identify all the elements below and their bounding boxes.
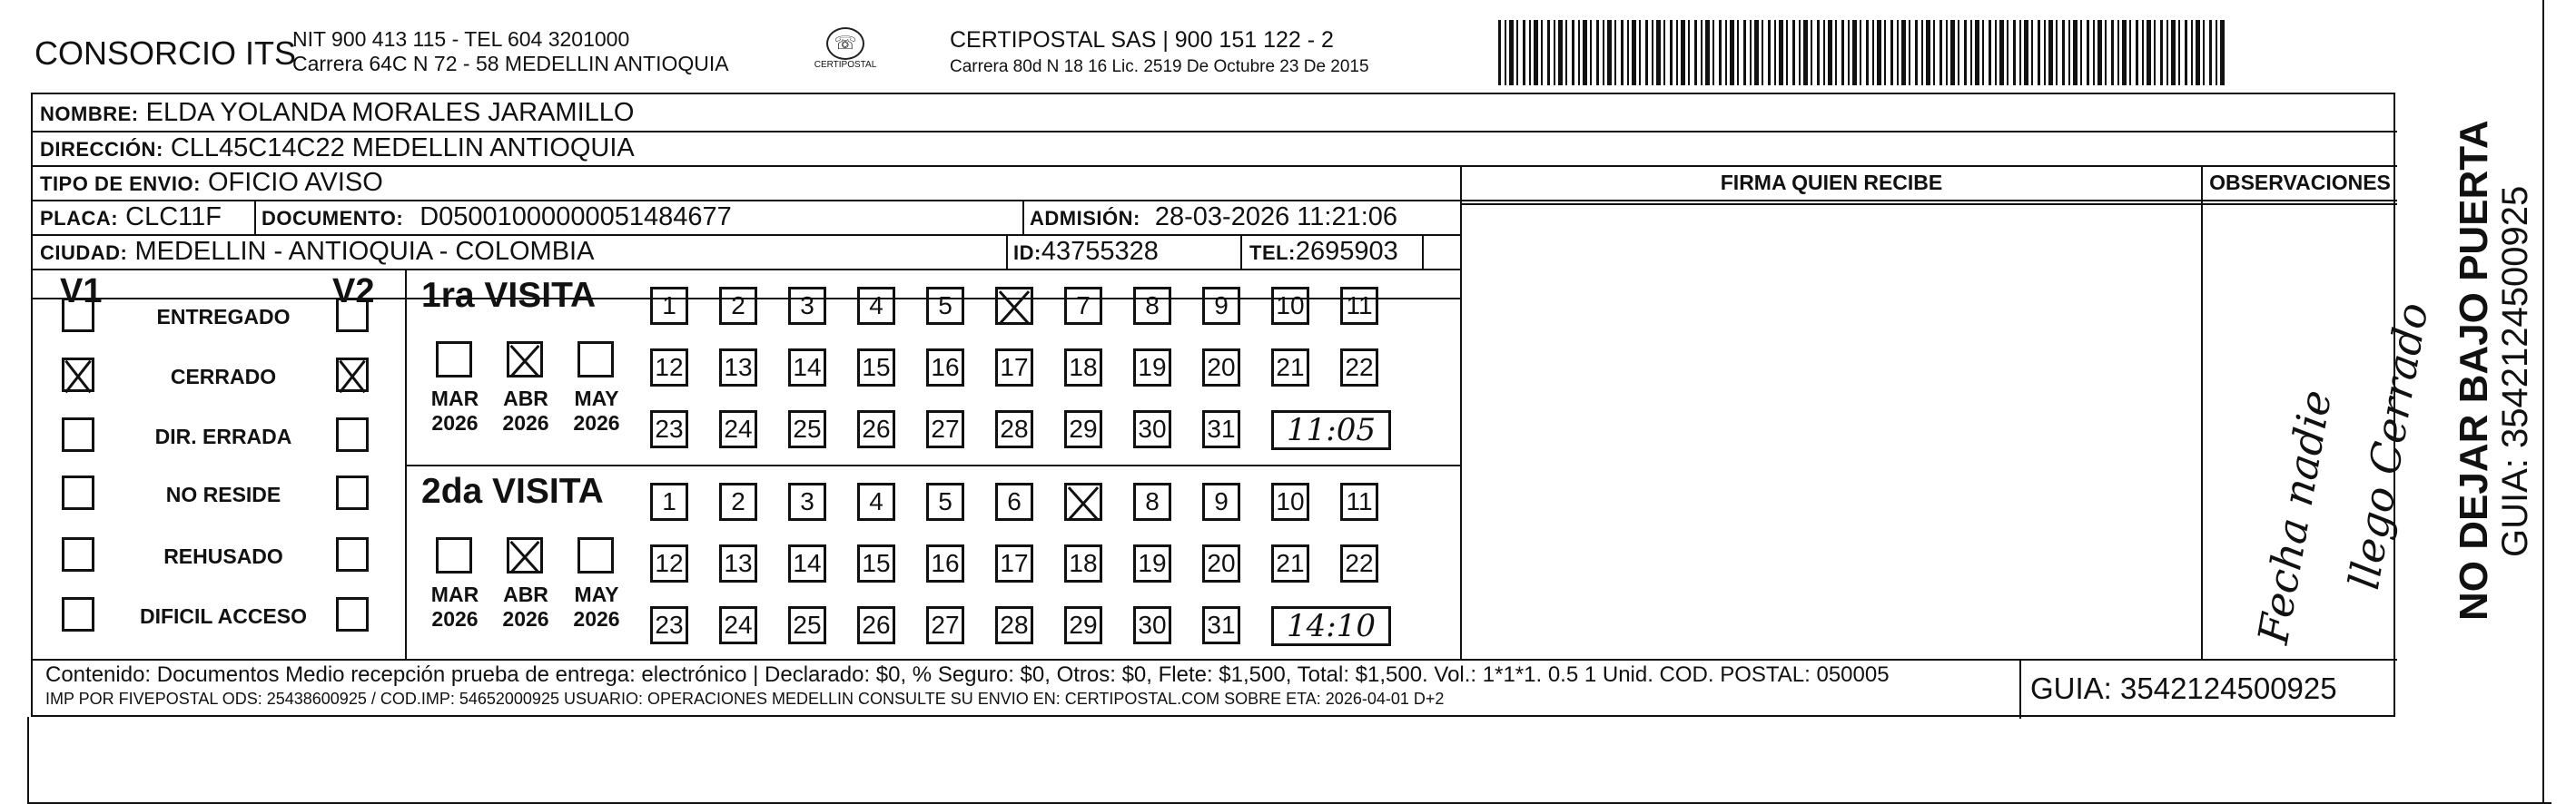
footer-content: Contenido: Documentos Medio recepción prueba de entrega: electrónico | Declarado: $0, % Seguro: $0, Otros: $0, Flete: $1,500, Total: $1,500. Vol.: 1*1*1. 0.5 1 Unid. COD. POSTAL: 050005	[45, 662, 1890, 687]
day-box[interactable]: 13	[719, 544, 757, 583]
documento-label: DOCUMENTO:	[262, 207, 404, 230]
tipo-label: TIPO DE ENVIO:	[40, 172, 201, 195]
company-name: CONSORCIO ITS	[35, 34, 297, 72]
day-box[interactable]: 31	[1202, 606, 1240, 644]
id-label: ID:	[1013, 241, 1041, 264]
documento-value: D05001000000051484677	[419, 202, 732, 231]
day-box[interactable]: 19	[1133, 544, 1171, 583]
month-year: 2026	[573, 411, 620, 435]
day-box[interactable]: 12	[650, 348, 688, 387]
day-box[interactable]: 23	[650, 606, 688, 644]
day-box[interactable]: 29	[1064, 410, 1102, 448]
day-box[interactable]: 11	[1340, 287, 1378, 325]
side-guia: GUIA: 3542124500925	[2495, 185, 2535, 557]
tipo-row	[40, 168, 383, 198]
placa-row	[40, 202, 222, 232]
observaciones-header: OBSERVACIONES	[2209, 171, 2391, 194]
v1-checkbox[interactable]	[62, 298, 94, 332]
day-box[interactable]: 28	[995, 606, 1033, 644]
status-label: ENTREGADO	[156, 305, 291, 328]
ciudad-row	[40, 237, 594, 267]
v2-checkbox[interactable]	[336, 358, 369, 392]
day-box[interactable]: 24	[719, 606, 757, 644]
day-box[interactable]: 24	[719, 410, 757, 448]
day-box[interactable]: 25	[788, 606, 826, 644]
day-box[interactable]: 7	[1064, 287, 1102, 325]
tipo-value: OFICIO AVISO	[207, 168, 383, 197]
day-box[interactable]: 1	[650, 483, 688, 521]
day-box[interactable]: 18	[1064, 544, 1102, 583]
status-label: NO RESIDE	[165, 483, 281, 506]
day-box[interactable]: 2	[719, 287, 757, 325]
day-box[interactable]: 29	[1064, 606, 1102, 644]
ciudad-value: MEDELLIN - ANTIOQUIA - COLOMBIA	[134, 237, 595, 266]
day-box[interactable]: 13	[719, 348, 757, 387]
day-box[interactable]: 31	[1202, 410, 1240, 448]
day-box[interactable]: 8	[1133, 287, 1171, 325]
page-border-right	[2542, 0, 2544, 804]
v1-label: V1	[60, 272, 103, 310]
handwriting-word: llego	[2339, 482, 2405, 593]
status-label: DIFICIL ACCESO	[139, 604, 307, 628]
day-box[interactable]: 20	[1202, 348, 1240, 387]
day-box[interactable]: 19	[1133, 348, 1171, 387]
month-checkbox[interactable]	[507, 341, 543, 377]
visit-title: 2da VISITA	[421, 472, 604, 511]
nit-line: NIT 900 413 115 - TEL 604 3201000	[292, 27, 630, 51]
month-checkbox[interactable]	[577, 537, 614, 574]
month-name: MAR	[430, 387, 479, 410]
day-box[interactable]: 14	[788, 348, 826, 387]
placa-label: PLACA:	[40, 207, 119, 230]
logo-text: CERTIPOSTAL	[814, 60, 877, 70]
day-box[interactable]: 12	[650, 544, 688, 583]
nombre-label: NOMBRE:	[40, 103, 139, 125]
day-box[interactable]: 16	[926, 348, 964, 387]
v1-checkbox[interactable]	[62, 537, 94, 572]
status-label: DIR. ERRADA	[154, 425, 292, 448]
month-label	[565, 583, 628, 632]
day-box[interactable]: 2	[719, 483, 757, 521]
side-warning: NO DEJAR BAJO PUERTA	[2452, 120, 2496, 621]
month-year: 2026	[431, 411, 479, 435]
certipostal-address: Carrera 80d N 18 16 Lic. 2519 De Octubre 23 De 2015	[950, 57, 1369, 76]
day-box[interactable]: 18	[1064, 348, 1102, 387]
month-name: ABR	[503, 387, 548, 410]
barcode	[1498, 20, 2225, 85]
month-year: 2026	[573, 607, 620, 631]
nombre-value: ELDA YOLANDA MORALES JARAMILLO	[145, 98, 635, 127]
day-box[interactable]: 26	[857, 410, 895, 448]
status-label: REHUSADO	[163, 544, 283, 568]
logo-icon: ☏	[826, 27, 864, 60]
day-box[interactable]: 8	[1133, 483, 1171, 521]
month-checkbox[interactable]	[507, 537, 543, 574]
v1-checkbox[interactable]	[62, 358, 94, 392]
tel-label: TEL:	[1249, 241, 1296, 264]
day-box[interactable]: 27	[926, 410, 964, 448]
day-box[interactable]: 25	[788, 410, 826, 448]
admision-label: ADMISIÓN:	[1030, 207, 1140, 230]
page-border-left	[27, 717, 29, 804]
day-box[interactable]: 6	[995, 483, 1033, 521]
month-label	[423, 387, 487, 436]
v1-checkbox[interactable]	[62, 417, 94, 452]
observation-handwriting-1	[2248, 387, 2341, 648]
day-box[interactable]: 9	[1202, 287, 1240, 325]
admision-value: 28-03-2026 11:21:06	[1154, 202, 1398, 231]
v2-checkbox[interactable]	[336, 597, 369, 632]
ciudad-label: CIUDAD:	[40, 241, 128, 264]
month-label	[494, 583, 558, 632]
month-label	[494, 387, 558, 436]
day-box[interactable]: 20	[1202, 544, 1240, 583]
day-box[interactable]: 22	[1340, 544, 1378, 583]
month-year: 2026	[502, 607, 549, 631]
v1-checkbox[interactable]	[62, 597, 94, 632]
day-box[interactable]: 26	[857, 606, 895, 644]
handwriting-word: nadie	[2272, 386, 2342, 510]
visit-title: 1ra VISITA	[421, 276, 597, 315]
day-box[interactable]: 17	[995, 544, 1033, 583]
day-box[interactable]: 14	[788, 544, 826, 583]
day-box[interactable]: 30	[1133, 410, 1171, 448]
day-box[interactable]	[995, 287, 1033, 325]
v2-label: V2	[332, 272, 375, 310]
documento-row	[262, 202, 732, 232]
month-year: 2026	[431, 607, 479, 631]
day-box[interactable]: 16	[926, 544, 964, 583]
status-label: CERRADO	[170, 365, 277, 388]
v2-checkbox[interactable]	[336, 537, 369, 572]
month-label	[565, 387, 628, 436]
day-box[interactable]: 3	[788, 483, 826, 521]
day-box[interactable]: 23	[650, 410, 688, 448]
month-checkbox[interactable]	[577, 341, 614, 377]
month-checkbox[interactable]	[436, 341, 472, 377]
company-nit	[292, 27, 729, 76]
month-label	[423, 583, 487, 632]
day-box[interactable]: 10	[1271, 483, 1309, 521]
company-address: Carrera 64C N 72 - 58 MEDELLIN ANTIOQUIA	[292, 52, 729, 75]
tel-value: 2695903	[1295, 237, 1398, 266]
day-box[interactable]: 4	[857, 287, 895, 325]
day-box[interactable]: 21	[1271, 544, 1309, 583]
placa-value: CLC11F	[125, 202, 222, 231]
v1-checkbox[interactable]	[62, 476, 94, 510]
day-box[interactable]: 22	[1340, 348, 1378, 387]
month-name: MAR	[430, 583, 479, 606]
v2-checkbox[interactable]	[336, 298, 369, 332]
handwriting-word: Fecha	[2248, 514, 2319, 648]
v2-checkbox[interactable]	[336, 476, 369, 510]
month-name: ABR	[503, 583, 548, 606]
visit-time[interactable]: 11:05	[1271, 410, 1391, 450]
certipostal-logo	[810, 27, 881, 78]
admision-row	[1030, 202, 1397, 232]
nombre-row	[40, 98, 634, 128]
month-name: MAY	[574, 583, 619, 606]
footer-guia: GUIA: 3542124500925	[2030, 672, 2337, 705]
month-year: 2026	[502, 411, 549, 435]
footer-print-info: IMP POR FIVEPOSTAL ODS: 25438600925 / COD.IMP: 54652000925 USUARIO: OPERACIONES MEDELLIN CONSULTE SU ENVIO EN: CERTIPOSTAL.COM SOBRE ETA: 2026-04-01 D+2	[45, 690, 1445, 708]
observation-handwriting-2	[2339, 299, 2438, 593]
v2-checkbox[interactable]	[336, 417, 369, 452]
day-box[interactable]: 17	[995, 348, 1033, 387]
delivery-form	[31, 93, 2438, 717]
tel-row	[1249, 237, 1398, 267]
direccion-value: CLL45C14C22 MEDELLIN ANTIOQUIA	[170, 133, 635, 162]
certipostal-line: CERTIPOSTAL SAS | 900 151 122 - 2	[950, 27, 1334, 53]
id-value: 43755328	[1041, 237, 1159, 266]
day-box[interactable]: 21	[1271, 348, 1309, 387]
month-checkbox[interactable]	[436, 537, 472, 574]
direccion-label: DIRECCIÓN:	[40, 138, 163, 161]
day-box[interactable]: 4	[857, 483, 895, 521]
day-box[interactable]: 1	[650, 287, 688, 325]
day-box[interactable]: 3	[788, 287, 826, 325]
day-box[interactable]: 10	[1271, 287, 1309, 325]
month-name: MAY	[574, 387, 619, 410]
day-box[interactable]: 5	[926, 483, 964, 521]
day-box[interactable]: 30	[1133, 606, 1171, 644]
day-box[interactable]: 15	[857, 348, 895, 387]
day-box[interactable]	[1064, 483, 1102, 521]
visit-time[interactable]: 14:10	[1271, 606, 1391, 646]
day-box[interactable]: 11	[1340, 483, 1378, 521]
direccion-row	[40, 133, 635, 163]
day-box[interactable]: 9	[1202, 483, 1240, 521]
id-row	[1013, 237, 1159, 267]
day-box[interactable]: 5	[926, 287, 964, 325]
handwriting-word: Cerrado	[2359, 299, 2438, 478]
certipostal-info	[950, 27, 1369, 77]
day-box[interactable]: 27	[926, 606, 964, 644]
day-box[interactable]: 28	[995, 410, 1033, 448]
day-box[interactable]: 15	[857, 544, 895, 583]
firma-header: FIRMA QUIEN RECIBE	[1720, 171, 1943, 194]
